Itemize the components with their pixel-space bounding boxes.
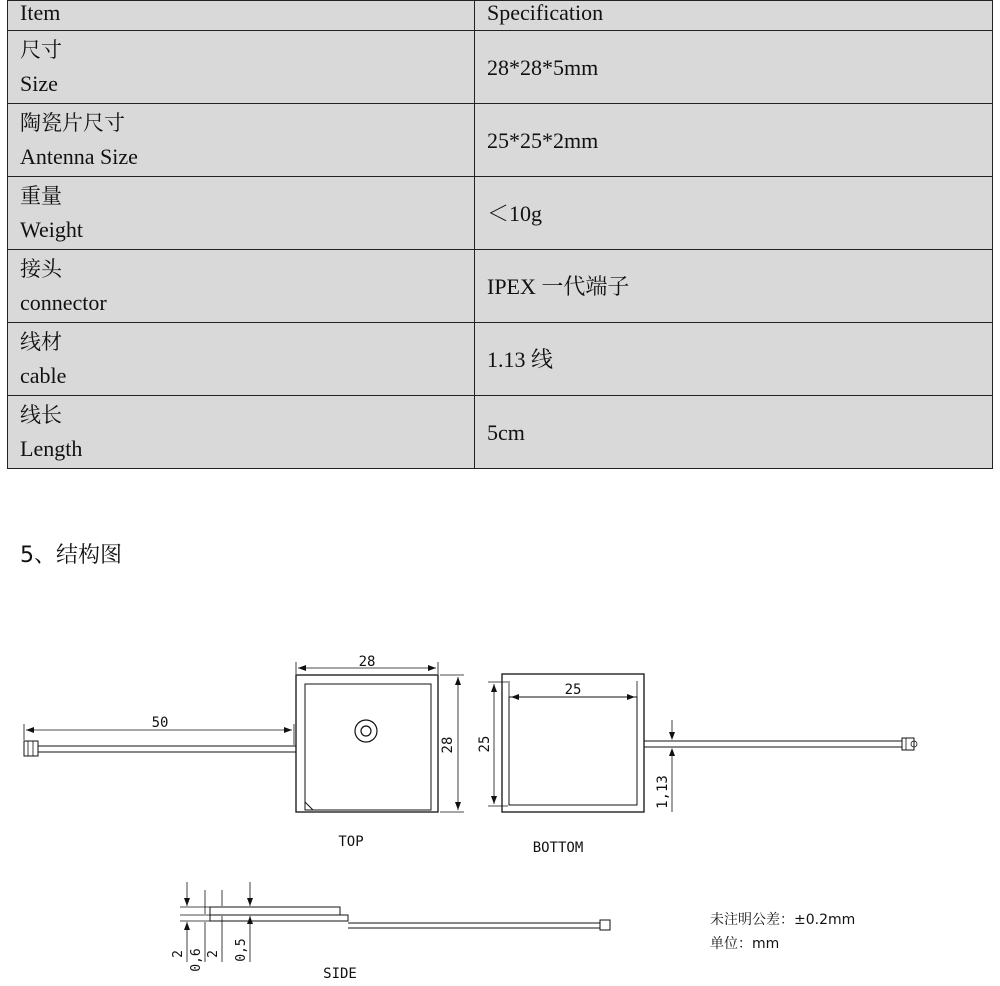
item-en: Weight xyxy=(20,217,83,242)
top-cable-label: 50 xyxy=(151,715,169,731)
item-zh: 接头 xyxy=(20,257,62,281)
spec-table xyxy=(7,0,993,469)
item-zh: 尺寸 xyxy=(20,38,62,62)
item-en: Antenna Size xyxy=(20,144,138,169)
bottom-view xyxy=(477,674,917,856)
item-zh: 线长 xyxy=(20,403,62,427)
spec-cell: ＜10g xyxy=(475,177,993,250)
side-dim-4: 0,5 xyxy=(234,938,249,962)
spec-cell: 5cm xyxy=(475,396,993,469)
section-title: 5、结构图 xyxy=(20,543,122,568)
spec-cell: 28*28*5mm xyxy=(475,31,993,104)
item-zh: 陶瓷片尺寸 xyxy=(20,111,125,135)
side-dim-1: 2 xyxy=(171,950,186,958)
feed-point-icon xyxy=(355,720,377,742)
side-view xyxy=(171,882,610,982)
item-cell xyxy=(8,396,475,469)
table-row xyxy=(8,250,993,323)
bottom-ceramic-outline xyxy=(509,697,637,805)
item-en: Size xyxy=(20,71,58,96)
table-row xyxy=(8,323,993,396)
table-row xyxy=(8,104,993,177)
top-patch-outline xyxy=(305,684,431,810)
table-row xyxy=(8,396,993,469)
bottom-caption: BOTTOM xyxy=(532,840,584,856)
tolerance-note: 未注明公差：±0.2mm xyxy=(710,912,856,928)
item-cell xyxy=(8,250,475,323)
header-specification: Specification xyxy=(475,1,993,31)
side-dim-2: 0,6 xyxy=(189,948,204,972)
table-header-row xyxy=(8,1,993,31)
side-dim-3: 2 xyxy=(206,950,221,958)
item-cell xyxy=(8,31,475,104)
structure-drawing xyxy=(0,600,1000,986)
spec-cell: 1.13 线 xyxy=(475,323,993,396)
top-outer-outline xyxy=(296,675,438,812)
header-item: Item xyxy=(8,1,475,31)
item-cell xyxy=(8,323,475,396)
table-row xyxy=(8,177,993,250)
side-connector-icon xyxy=(600,920,610,930)
spec-cell: IPEX 一代端子 xyxy=(475,250,993,323)
top-view xyxy=(24,654,464,850)
item-en: Length xyxy=(20,436,83,461)
item-zh: 重量 xyxy=(20,184,62,208)
side-pcb xyxy=(210,915,348,921)
bottom-height-label: 25 xyxy=(477,735,493,753)
top-caption: TOP xyxy=(338,834,364,850)
side-ceramic xyxy=(210,907,340,915)
item-cell xyxy=(8,177,475,250)
unit-note: 单位：mm xyxy=(710,936,780,952)
ipex-connector-icon xyxy=(24,741,38,756)
top-height-label: 28 xyxy=(440,736,456,754)
item-en: cable xyxy=(20,363,67,388)
bottom-cable-label: 1,13 xyxy=(655,775,671,809)
item-zh: 线材 xyxy=(20,330,62,354)
bottom-width-label: 25 xyxy=(564,682,582,698)
item-en: connector xyxy=(20,290,107,315)
table-row xyxy=(8,31,993,104)
top-width-label: 28 xyxy=(358,654,376,670)
ipex-connector-icon xyxy=(902,738,914,750)
item-cell xyxy=(8,104,475,177)
spec-cell: 25*25*2mm xyxy=(475,104,993,177)
side-caption: SIDE xyxy=(323,966,357,982)
